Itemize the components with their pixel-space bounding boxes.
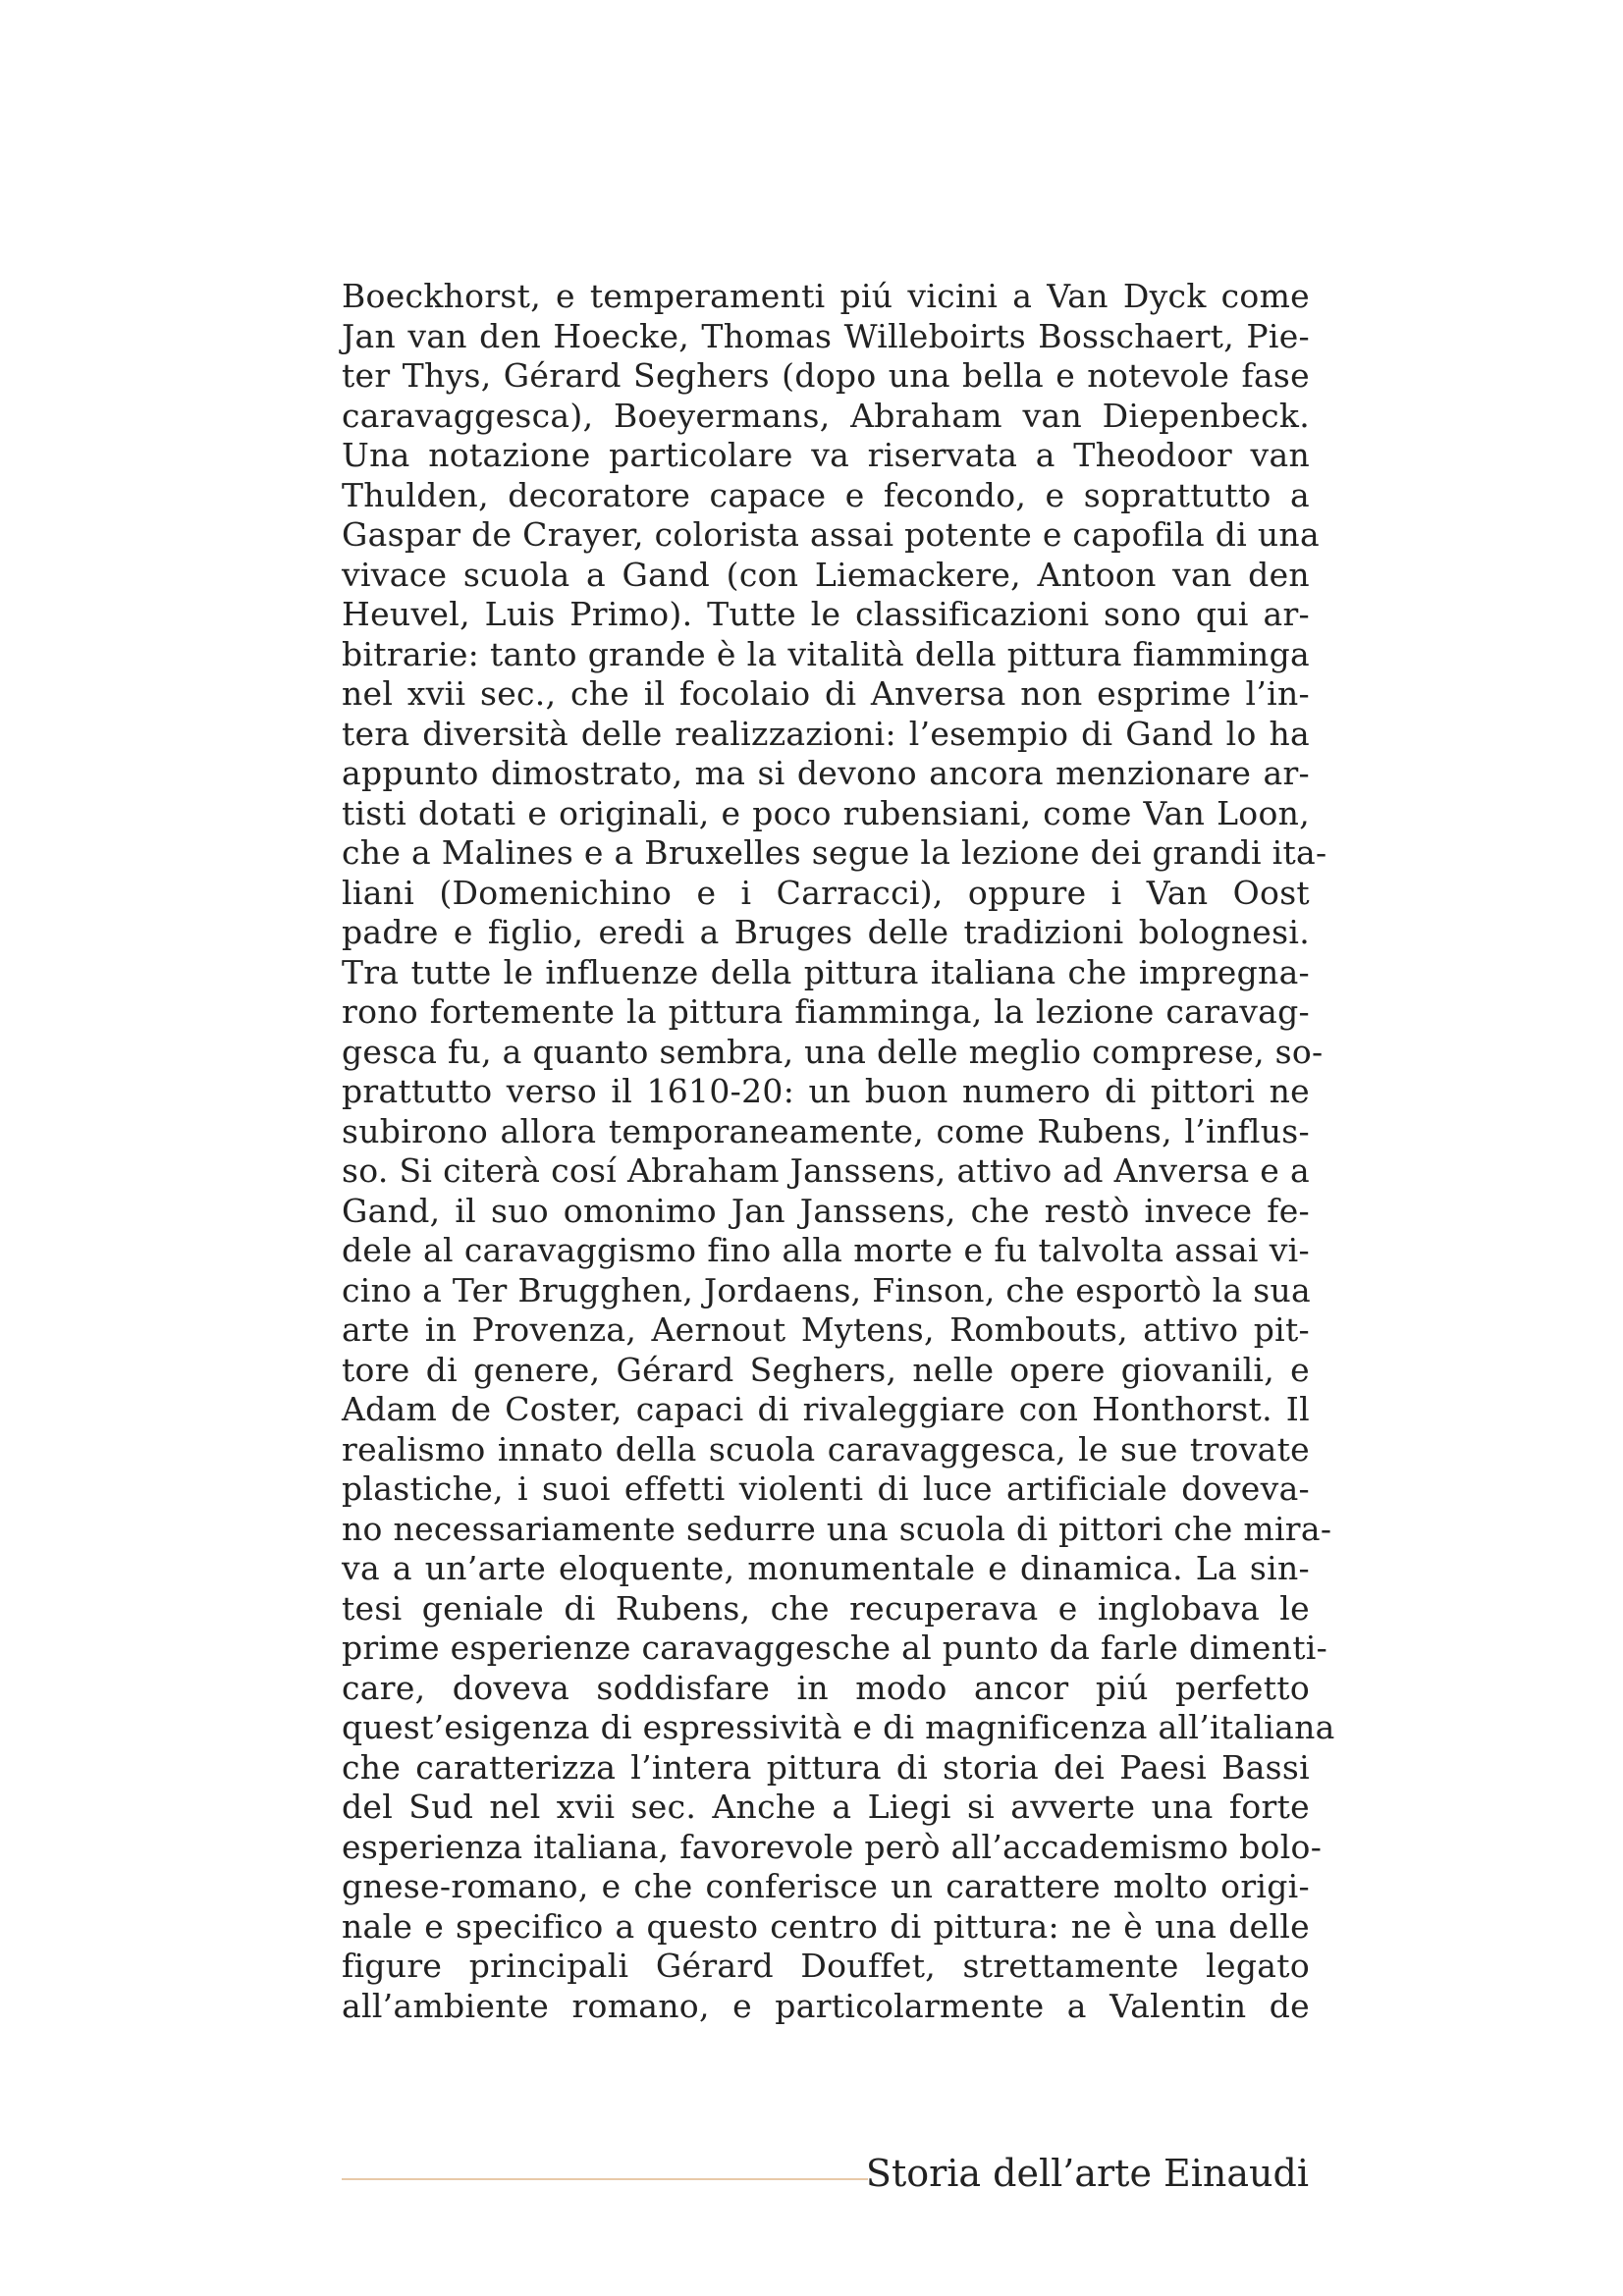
text-line: subirono allora temporaneamente, come Rubens, l’influs- xyxy=(342,1111,1310,1150)
text-line: Adam de Coster, capaci di rivaleggiare con Honthorst. Il xyxy=(342,1390,1310,1428)
text-line: realismo innato della scuola caravaggesca, le sue trovate xyxy=(342,1429,1310,1468)
text-line: quest’esigenza di espressività e di magnificenza all’italiana xyxy=(342,1708,1335,1746)
text-line: del Sud nel xvii sec. Anche a Liegi si avverte una forte xyxy=(342,1788,1310,1826)
text-line: prattutto verso il 1610-20: un buon numero di pittori ne xyxy=(342,1072,1310,1110)
text-line: Una notazione particolare va riservata a Theodoor van xyxy=(342,436,1310,474)
text-line: che a Malines e a Bruxelles segue la lezione dei grandi ita- xyxy=(342,833,1327,872)
text-line: appunto dimostrato, ma si devono ancora menzionare ar- xyxy=(342,754,1310,792)
text-line: rono fortemente la pittura fiamminga, la lezione caravag- xyxy=(342,992,1310,1031)
text-line: vivace scuola a Gand (con Liemackere, Antoon van den xyxy=(342,555,1310,594)
text-line: Boeckhorst, e temperamenti piú vicini a Van Dyck come xyxy=(342,277,1310,315)
footer-divider xyxy=(342,2178,868,2180)
text-line: tore di genere, Gérard Seghers, nelle opere giovanili, e xyxy=(342,1350,1310,1389)
text-line: Gand, il suo omonimo Jan Janssens, che restò invece fe- xyxy=(342,1191,1310,1230)
text-line: no necessariamente sedurre una scuola di pittori che mira- xyxy=(342,1509,1332,1548)
text-line: all’ambiente romano, e particolarmente a Valentin de xyxy=(342,1986,1310,2025)
text-line: ter Thys, Gérard Seghers (dopo una bella e notevole fase xyxy=(342,356,1310,395)
text-line: che caratterizza l’intera pittura di storia dei Paesi Bassi xyxy=(342,1747,1310,1787)
text-line: gnese-romano, e che conferisce un carattere molto origi- xyxy=(342,1867,1310,1905)
text-line: figure principali Gérard Douffet, strettamente legato xyxy=(342,1947,1310,1985)
text-line: liani (Domenichino e i Carracci), oppure i Van Oost xyxy=(342,873,1310,912)
text-line: Tra tutte le influenze della pittura italiana che impregna- xyxy=(342,952,1310,991)
text-line: gesca fu, a quanto sembra, una delle meglio comprese, so- xyxy=(342,1032,1324,1071)
text-line: tesi geniale di Rubens, che recuperava e inglobava le xyxy=(342,1588,1310,1628)
text-line: arte in Provenza, Aernout Mytens, Rombouts, attivo pit- xyxy=(342,1310,1310,1349)
text-line: nel xvii sec., che il focolaio di Anversa non esprime l’in- xyxy=(342,674,1310,713)
text-line: esperienza italiana, favorevole però all’accademismo bolo- xyxy=(342,1827,1323,1866)
text-line: Heuvel, Luis Primo). Tutte le classificazioni sono qui ar- xyxy=(342,595,1310,633)
text-line: prime esperienze caravaggesche al punto da farle dimenti- xyxy=(342,1629,1328,1667)
text-line: tera diversità delle realizzazioni: l’esempio di Gand lo ha xyxy=(342,714,1310,753)
footer-publication-title: Storia dell’arte Einaudi xyxy=(865,2152,1309,2195)
text-line: caravaggesca), Boeyermans, Abraham van Diepenbeck. xyxy=(342,396,1310,435)
text-line: so. Si citerà cosí Abraham Janssens, attivo ad Anversa e a xyxy=(342,1151,1310,1190)
text-line: Gaspar de Crayer, colorista assai potente e capofila di una xyxy=(342,515,1320,554)
text-line: padre e figlio, eredi a Bruges delle tradizioni bolognesi. xyxy=(342,913,1310,951)
text-line: bitrarie: tanto grande è la vitalità della pittura fiamminga xyxy=(342,634,1310,673)
text-line: Thulden, decoratore capace e fecondo, e soprattutto a xyxy=(342,475,1310,514)
text-line: cino a Ter Brugghen, Jordaens, Finson, che esportò la sua xyxy=(342,1270,1311,1309)
text-line: nale e specifico a questo centro di pittura: ne è una delle xyxy=(342,1906,1310,1946)
text-line: dele al caravaggismo fino alla morte e fu talvolta assai vi- xyxy=(342,1231,1310,1269)
text-line: care, doveva soddisfare in modo ancor piú perfetto xyxy=(342,1668,1310,1707)
text-line: Jan van den Hoecke, Thomas Willeboirts Bosschaert, Pie- xyxy=(342,316,1310,355)
body-text xyxy=(342,277,1335,2026)
text-line: tisti dotati e originali, e poco rubensiani, come Van Loon, xyxy=(342,793,1310,832)
text-line: va a un’arte eloquente, monumentale e dinamica. La sin- xyxy=(342,1549,1310,1587)
text-line: plastiche, i suoi effetti violenti di luce artificiale doveva- xyxy=(342,1469,1310,1508)
